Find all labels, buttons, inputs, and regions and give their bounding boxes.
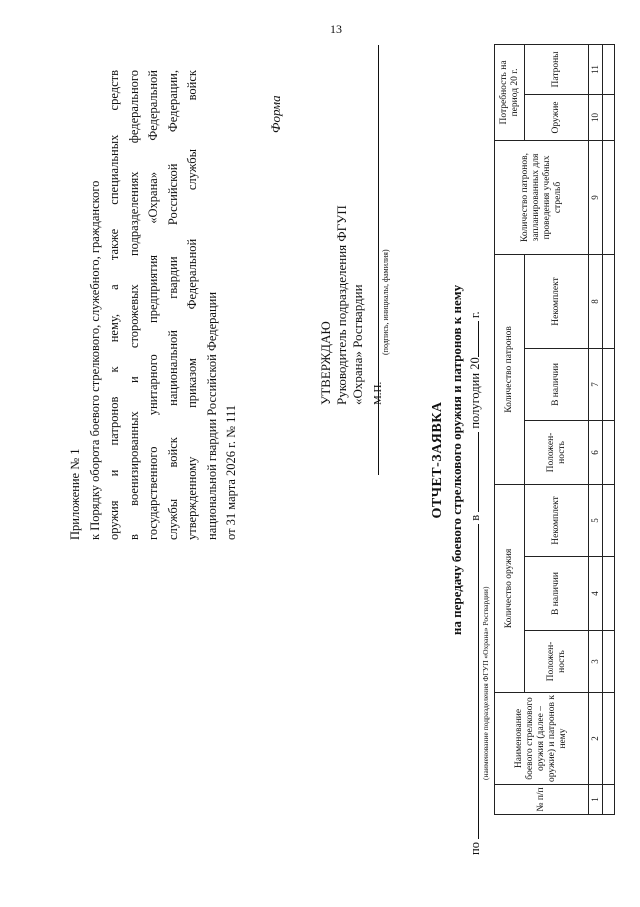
appendix-line: национальной гвардии Российской Федерации [204,291,219,540]
header-short: Некомплект [525,254,589,348]
report-table [494,44,615,815]
column-number: 11 [589,44,603,94]
column-number: 2 [589,693,603,785]
unit-caption: (наименование подразделения ФГУП «Охрана» Росгвардии) [481,586,490,780]
column-number: 7 [589,348,603,420]
header-have: В наличии [525,557,589,631]
header-short: Некомплект [525,484,589,556]
table-cell[interactable] [603,693,615,785]
column-number-row [589,44,603,814]
table-row [603,44,615,814]
unit-blank [466,524,479,839]
page-number: 13 [330,22,342,36]
table-cell[interactable] [603,785,615,815]
table-cell[interactable] [603,348,615,420]
appendix-line: Приложение № 1 [68,448,82,540]
column-number: 4 [589,557,603,631]
column-number: 6 [589,420,603,484]
appendix-line: службы войск национальной гвардии Российской Федерации, [165,70,180,540]
header-weapon: Оружие [525,94,589,140]
table-cell[interactable] [603,420,615,484]
appendix-block [66,70,242,540]
appendix-line: государственного унитарного предприятия «Охрана» Федеральной [146,70,160,540]
table-cell[interactable] [603,484,615,556]
table-cell[interactable] [603,94,615,140]
column-number: 5 [589,484,603,556]
year-blank [466,321,479,357]
table-cell[interactable] [603,557,615,631]
header-have: В наличии [525,348,589,420]
seal-place-label: М.П. [372,381,384,405]
table-cell[interactable] [603,631,615,693]
form-label: Форма [268,95,283,133]
document-subtitle: на передачу боевого стрелкового оружия и патронов к нему [449,284,464,636]
header-norm: Положен-ность [525,420,589,484]
table-cell[interactable] [603,140,615,254]
column-number: 3 [589,631,603,693]
header-need: Потребность на период 20 г. [495,44,525,140]
half-label: полугодии 20 [468,357,482,429]
half-blank [466,432,479,512]
column-number: 10 [589,94,603,140]
column-number: 8 [589,254,603,348]
table-cell[interactable] [603,44,615,94]
signature-line [378,45,379,475]
approval-title: УТВЕРЖДАЮ [318,321,333,405]
rotated-form [60,45,620,875]
appendix-line: утвержденному приказом Федеральной службы войск [185,70,199,540]
appendix-line: оружия и патронов к нему, а также специальных средств [107,70,121,540]
header-planned: Количество патронов, запланированных для проведения учебных стрельб [495,140,589,254]
year-suffix: г. [468,311,482,319]
table-cell[interactable] [603,254,615,348]
appendix-line: от 31 марта 2026 г. № 111 [224,404,238,540]
header-name: Наименование боевого стрелкового оружия (далее – оружие) и патронов к нему [495,693,589,785]
header-num: № п/п [495,785,589,815]
header-weapons-qty: Количество оружия [495,484,525,692]
approval-line: Руководитель подразделения ФГУП [334,205,349,405]
header-ammo-qty: Количество патронов [495,254,525,484]
approval-line: «Охрана» Росгвардии [350,284,365,405]
appendix-line: к Порядку оборота боевого стрелкового, служебного, гражданского [87,180,102,540]
po-label: по [468,842,482,855]
column-number: 9 [589,140,603,254]
document-title: ОТЧЕТ-ЗАЯВКА [430,401,445,519]
v-label: в [468,514,482,521]
header-ammo: Патроны [525,44,589,94]
signature-caption: (подпись, инициалы, фамилия) [381,249,390,355]
header-norm: Положен-ность [525,631,589,693]
column-number: 1 [589,785,603,815]
approval-block [318,205,366,405]
appendix-line: в военизированных и сторожевых подразделениях федерального [126,70,141,540]
